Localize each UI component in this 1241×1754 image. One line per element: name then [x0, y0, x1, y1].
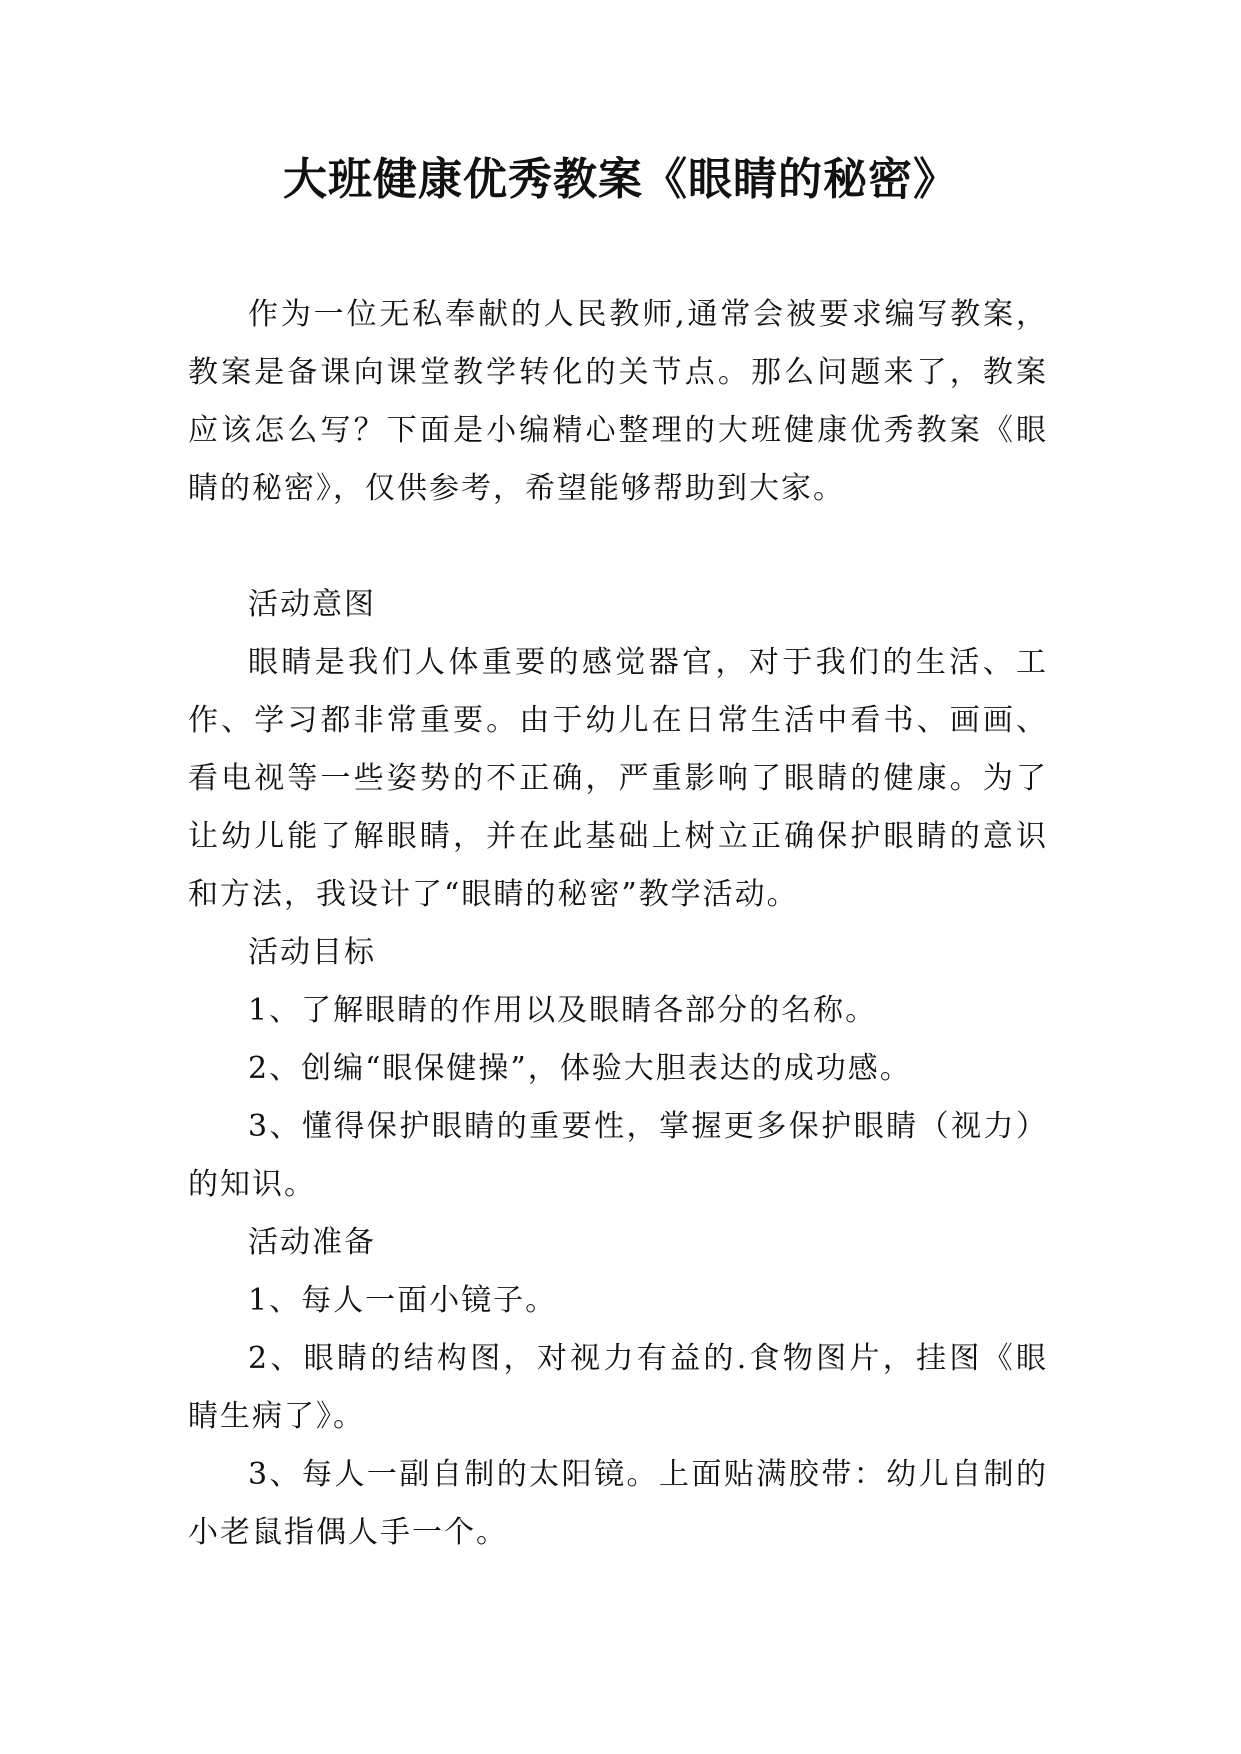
intent-paragraph: 眼睛是我们人体重要的感觉器官，对于我们的生活、工作、学习都非常重要。由于幼儿在日常生活中看书、画画、看电视等一些姿势的不正确，严重影响了眼睛的健康。为了让幼儿能了解眼睛，并在此基础上树立正确保护眼睛的意识和方法，我设计了“眼睛的秘密”教学活动。	[188, 645, 1048, 912]
prep-item-2: 2、眼睛的结构图，对视力有益的.食物图片，挂图《眼睛生病了》。	[188, 1341, 1048, 1434]
goal-item-3: 3、懂得保护眼睛的重要性，掌握更多保护眼睛（视力）的知识。	[188, 1109, 1048, 1202]
prep-item-3: 3、每人一副自制的太阳镜。上面贴满胶带：幼儿自制的小老鼠指偶人手一个。	[188, 1457, 1048, 1550]
goal-item-1: 1、了解眼睛的作用以及眼睛各部分的名称。	[248, 993, 878, 1028]
goal-item-2: 2、创编“眼保健操”，体验大胆表达的成功感。	[248, 1051, 912, 1086]
intent-heading: 活动意图	[248, 587, 376, 622]
document-body	[188, 286, 1048, 1562]
intro-paragraph: 作为一位无私奉献的人民教师,通常会被要求编写教案，教案是备课向课堂教学转化的关节点。那么问题来了，教案应该怎么写？下面是小编精心整理的大班健康优秀教案《眼睛的秘密》，仅供参考，希望能够帮助到大家。	[188, 297, 1048, 506]
prep-heading: 活动准备	[248, 1225, 376, 1260]
prep-item-1: 1、每人一面小镜子。	[248, 1283, 558, 1318]
document-title: 大班健康优秀教案《眼睛的秘密》	[283, 154, 958, 205]
goals-heading: 活动目标	[248, 935, 376, 970]
